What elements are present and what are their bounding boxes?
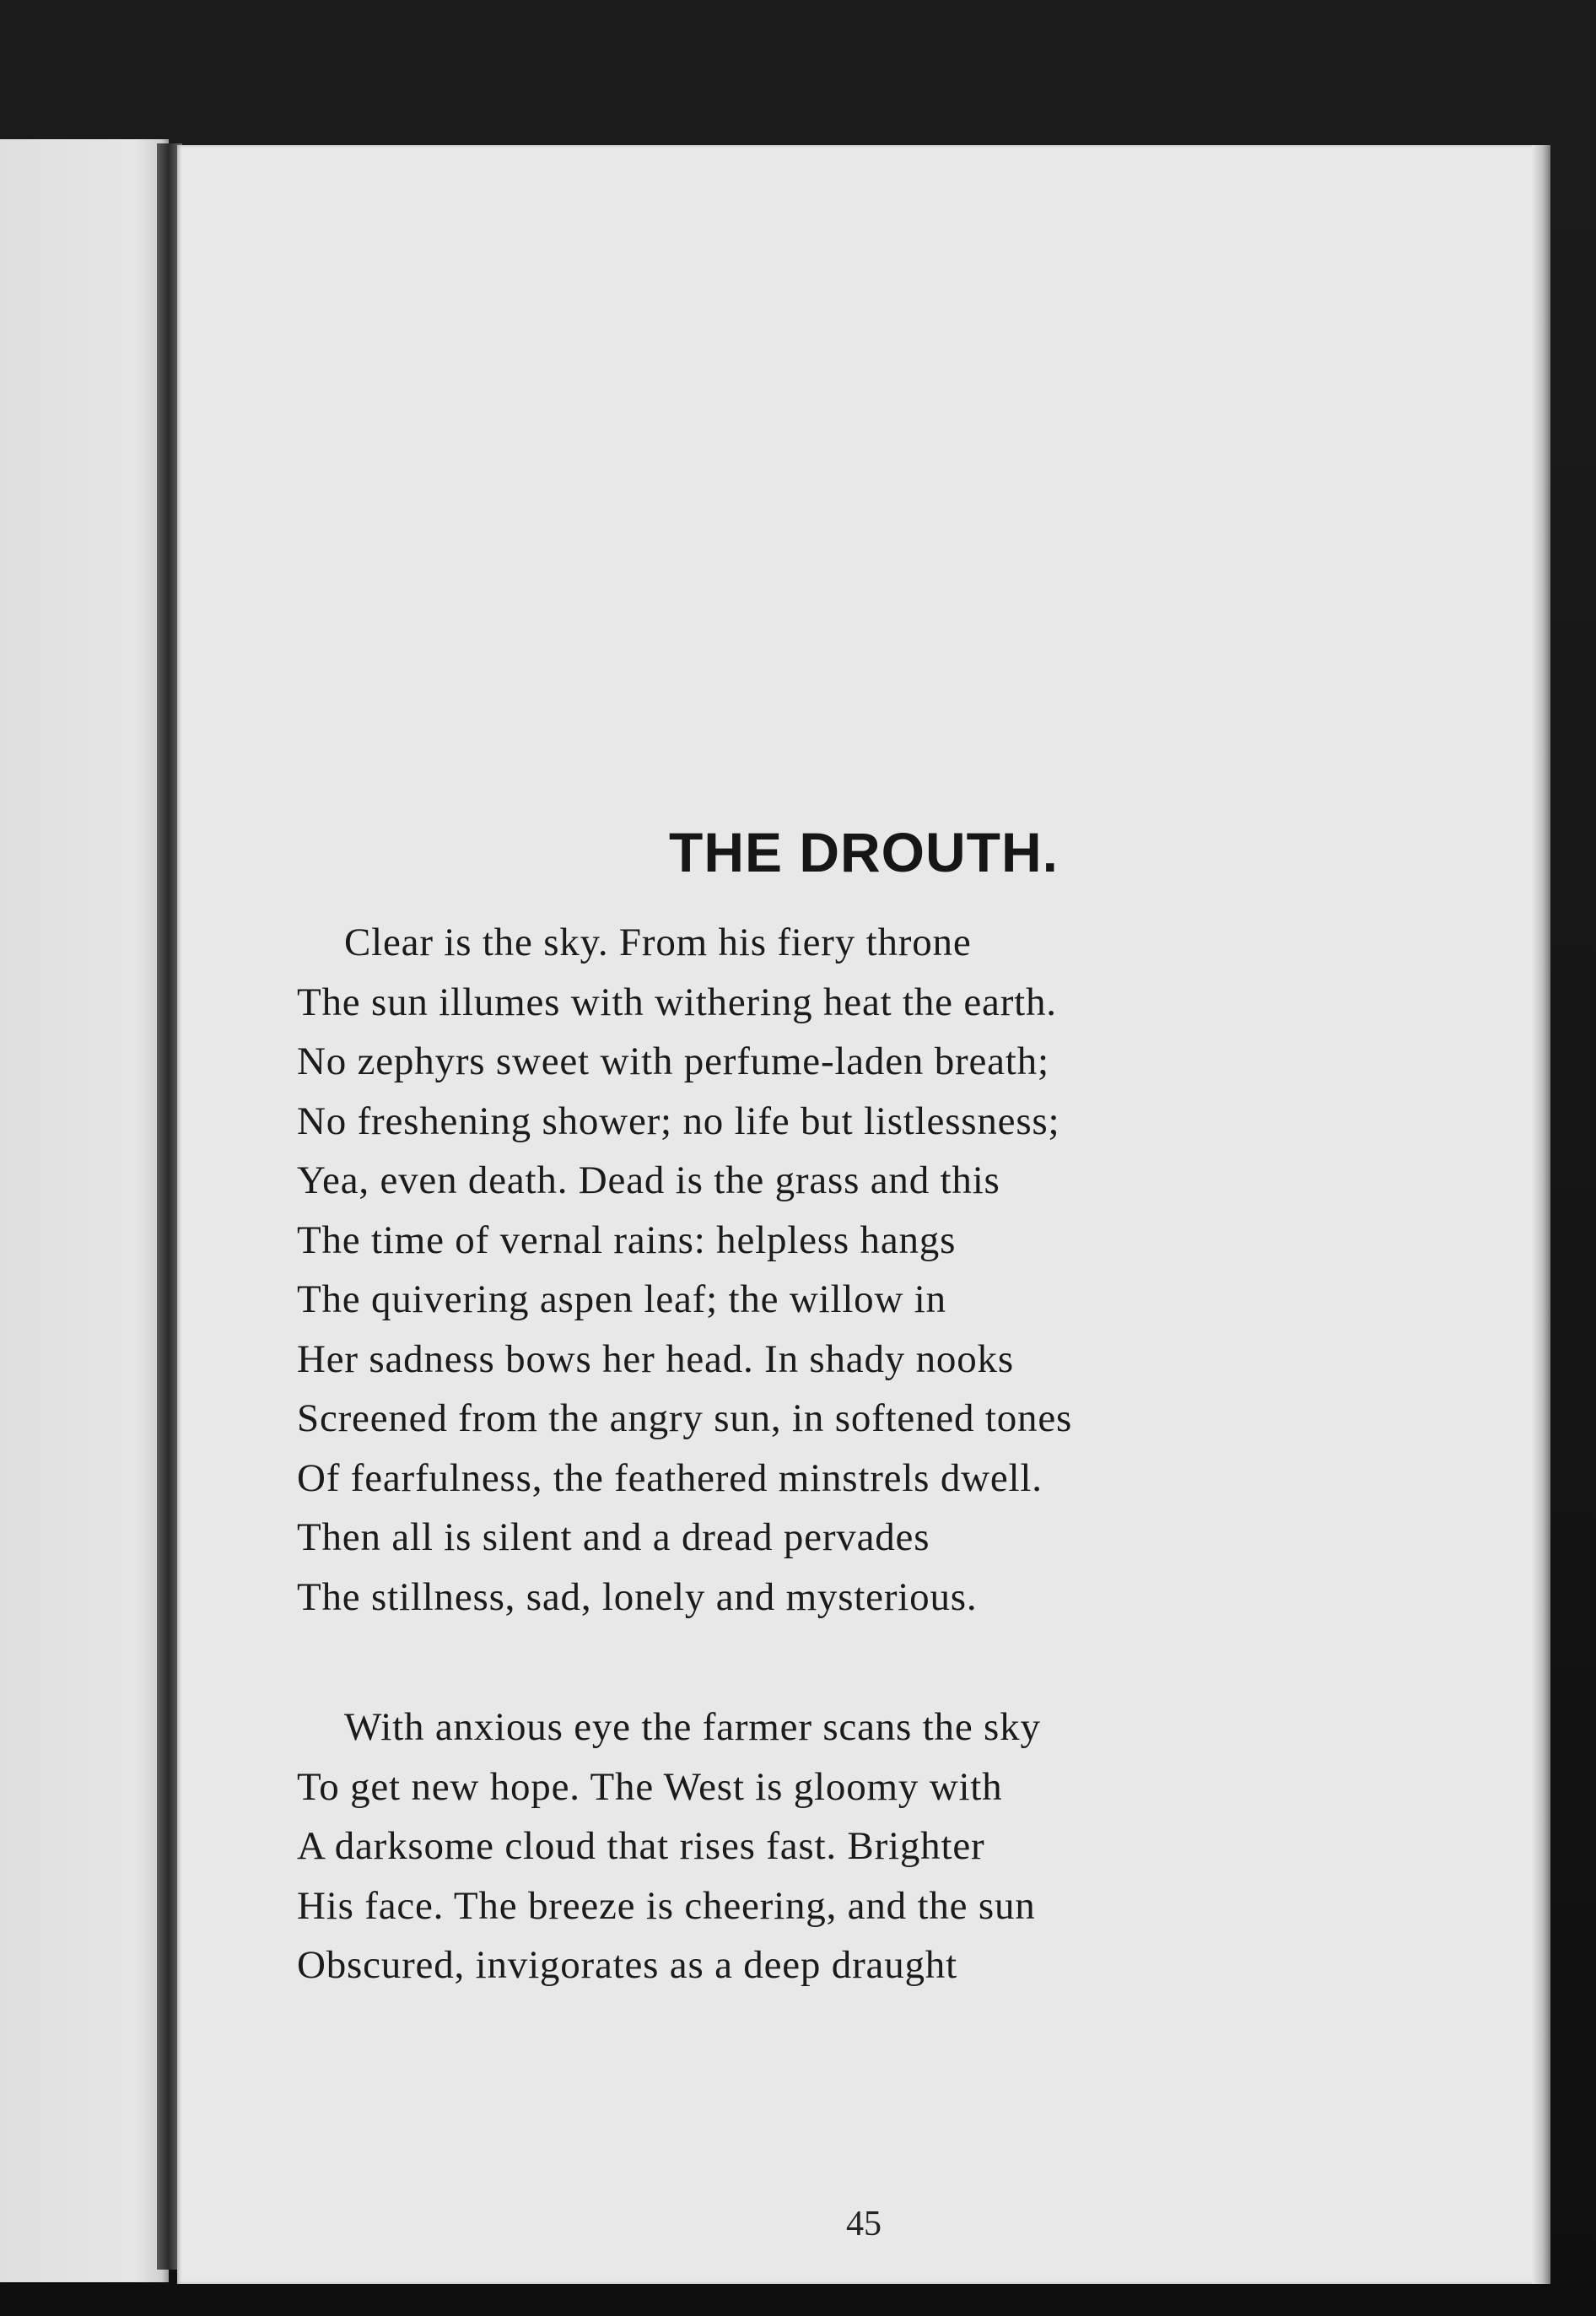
previous-page-edge	[0, 139, 169, 2282]
poem-line: Screened from the angry sun, in softened tones	[297, 1396, 1073, 1440]
poem-stanza-2	[297, 1698, 1041, 1995]
poem-line: No zephyrs sweet with perfume-laden breath;	[297, 1039, 1049, 1083]
poem-line: With anxious eye the farmer scans the sky	[344, 1705, 1041, 1749]
poem-line: The stillness, sad, lonely and mysterious.	[297, 1574, 978, 1619]
page-right-edge	[1532, 145, 1550, 2284]
poem-line: A darksome cloud that rises fast. Brighter	[297, 1824, 985, 1868]
poem-line: His face. The breeze is cheering, and the sun	[297, 1883, 1036, 1928]
book-page	[177, 145, 1550, 2284]
poem-title: THE DROUTH.	[669, 821, 1059, 883]
poem-line: The quivering aspen leaf; the willow in	[297, 1277, 946, 1321]
poem-line: No freshening shower; no life but listlessness;	[297, 1099, 1060, 1143]
poem-line: Her sadness bows her head. In shady nooks	[297, 1336, 1014, 1381]
poem-line: To get new hope. The West is gloomy with	[297, 1764, 1003, 1809]
poem-line: The sun illumes with withering heat the earth.	[297, 980, 1057, 1024]
poem-stanza-1	[297, 913, 1072, 1627]
poem-line: The time of vernal rains: helpless hangs	[297, 1217, 957, 1262]
poem-line: Of fearfulness, the feathered minstrels dwell.	[297, 1455, 1043, 1500]
page-number: 45	[846, 2205, 882, 2243]
poem-line: Obscured, invigorates as a deep draught	[297, 1943, 957, 1987]
poem-line: Yea, even death. Dead is the grass and this	[297, 1158, 1000, 1202]
poem-line: Then all is silent and a dread pervades	[297, 1515, 930, 1559]
poem-line: Clear is the sky. From his fiery throne	[344, 920, 972, 964]
